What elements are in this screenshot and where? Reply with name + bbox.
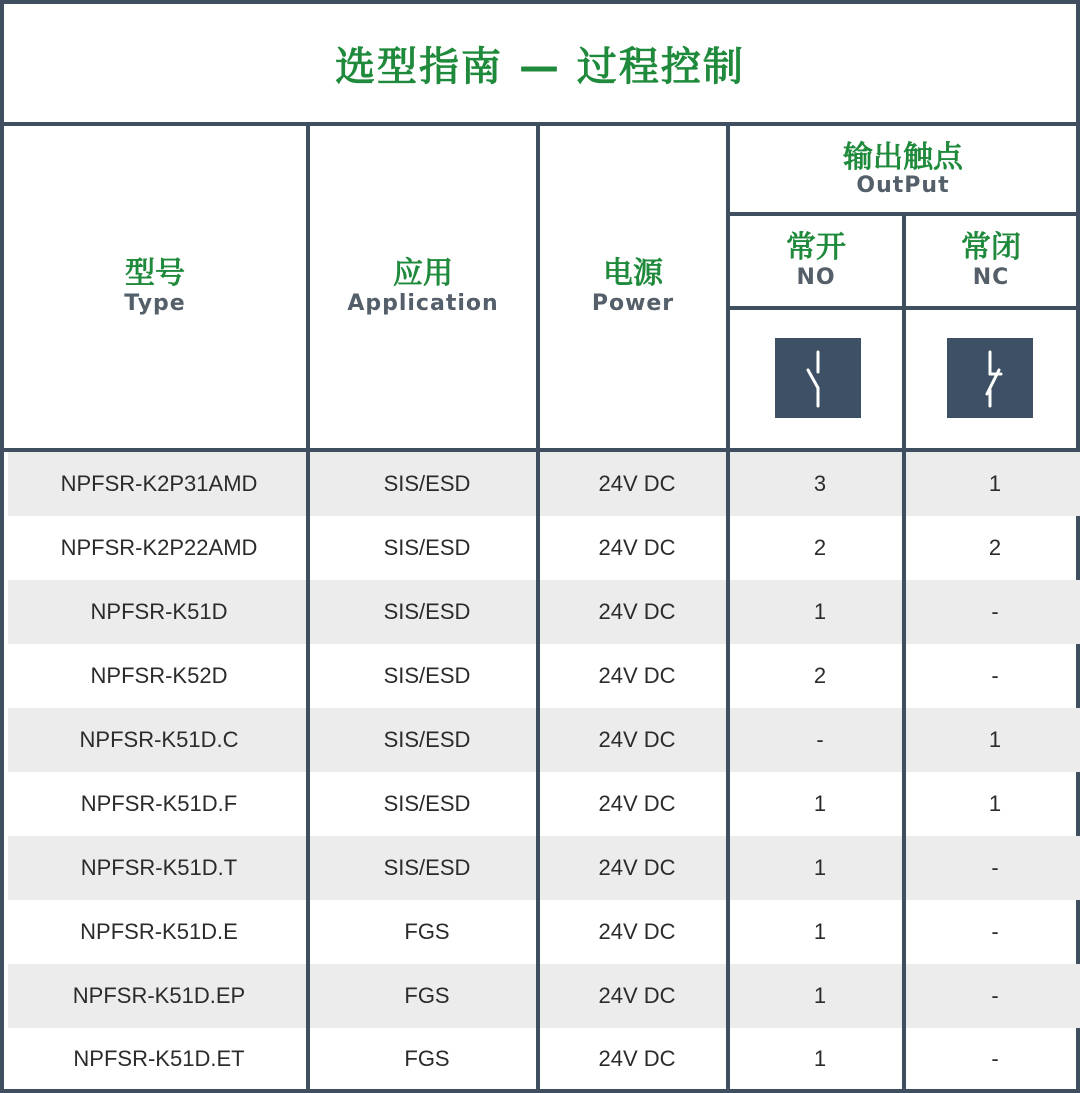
cell-no: 1: [813, 855, 827, 880]
cell-type: NPFSR-K51D.T: [80, 855, 238, 880]
cell-nc: 1: [988, 727, 1002, 752]
header-nc-cn: 常闭: [961, 230, 1021, 265]
table-row: [8, 964, 1080, 1028]
cell-no: 1: [813, 983, 827, 1008]
table-row: [8, 772, 1080, 836]
header-no-cn: 常开: [786, 230, 846, 265]
cell-nc: 1: [988, 791, 1002, 816]
header-application-cn: 应用: [393, 256, 453, 291]
cell-power: 24V DC: [598, 599, 676, 624]
header-output: [730, 126, 1076, 212]
title-bar: [4, 4, 1076, 126]
header-application: [310, 126, 536, 448]
table-row: [8, 836, 1080, 900]
cell-type: NPFSR-K51D.EP: [72, 983, 246, 1008]
header-no-en: NO: [796, 265, 836, 290]
cell-type: NPFSR-K52D: [90, 663, 228, 688]
cell-power: 24V DC: [598, 663, 676, 688]
cell-power: 24V DC: [598, 919, 676, 944]
cell-application: SIS/ESD: [383, 791, 471, 816]
column-divider: [902, 212, 906, 1089]
cell-type: NPFSR-K51D: [90, 599, 228, 624]
column-divider: [536, 126, 540, 1089]
cell-application: SIS/ESD: [383, 535, 471, 560]
header-type-cn: 型号: [125, 256, 185, 291]
cell-no: 2: [813, 663, 827, 688]
normally-closed-contact-icon: [947, 338, 1033, 418]
table-row: [8, 708, 1080, 772]
cell-nc: -: [991, 663, 999, 688]
table-row: [8, 516, 1080, 580]
cell-type: NPFSR-K2P22AMD: [60, 535, 258, 560]
column-divider: [306, 126, 310, 1089]
header-nc-en: NC: [972, 265, 1010, 290]
cell-nc: -: [991, 855, 999, 880]
cell-application: SIS/ESD: [383, 471, 471, 496]
cell-application: SIS/ESD: [383, 855, 471, 880]
header-application-en: Application: [347, 291, 499, 316]
cell-application: FGS: [404, 1045, 450, 1071]
cell-no: 1: [813, 599, 827, 624]
cell-application: FGS: [404, 983, 450, 1008]
cell-application: SIS/ESD: [383, 727, 471, 752]
cell-nc: -: [991, 599, 999, 624]
table-row: [8, 644, 1080, 708]
table-row: [8, 1028, 1080, 1089]
header-output-en: OutPut: [856, 173, 950, 198]
header-divider: [4, 448, 1076, 452]
table-row: [8, 900, 1080, 964]
cell-no: 1: [813, 1045, 827, 1071]
cell-nc: 1: [988, 471, 1002, 496]
cell-power: 24V DC: [598, 1045, 676, 1071]
cell-type: NPFSR-K51D.ET: [73, 1045, 245, 1071]
page-title: 选型指南 — 过程控制: [335, 43, 745, 90]
header-output-cn: 输出触点: [843, 140, 963, 175]
cell-application: SIS/ESD: [383, 663, 471, 688]
cell-no: 3: [813, 471, 827, 496]
header-power: [540, 126, 726, 448]
column-divider: [726, 126, 730, 1089]
cell-no: 2: [813, 535, 827, 560]
cell-no: 1: [813, 919, 827, 944]
cell-type: NPFSR-K51D.E: [80, 919, 238, 944]
cell-power: 24V DC: [598, 727, 676, 752]
cell-power: 24V DC: [598, 791, 676, 816]
header-type-en: Type: [124, 291, 186, 316]
cell-type: NPFSR-K2P31AMD: [60, 471, 258, 496]
cell-power: 24V DC: [598, 983, 676, 1008]
header-nc: [906, 216, 1076, 306]
cell-power: 24V DC: [598, 535, 676, 560]
header-type: [4, 126, 306, 448]
cell-type: NPFSR-K51D.F: [80, 791, 238, 816]
cell-type: NPFSR-K51D.C: [79, 727, 239, 752]
table-row: [8, 452, 1080, 516]
cell-nc: -: [991, 1045, 999, 1071]
normally-open-contact-icon: [775, 338, 861, 418]
cell-power: 24V DC: [598, 855, 676, 880]
table-row: [8, 580, 1080, 644]
cell-no: 1: [813, 791, 827, 816]
header-power-en: Power: [591, 291, 675, 316]
cell-application: FGS: [404, 919, 450, 944]
cell-nc: -: [991, 983, 999, 1008]
cell-nc: 2: [988, 535, 1002, 560]
cell-no: -: [816, 727, 824, 752]
header-no: [730, 216, 902, 306]
cell-power: 24V DC: [598, 471, 676, 496]
cell-nc: -: [991, 919, 999, 944]
header-power-cn: 电源: [603, 256, 663, 291]
cell-application: SIS/ESD: [383, 599, 471, 624]
